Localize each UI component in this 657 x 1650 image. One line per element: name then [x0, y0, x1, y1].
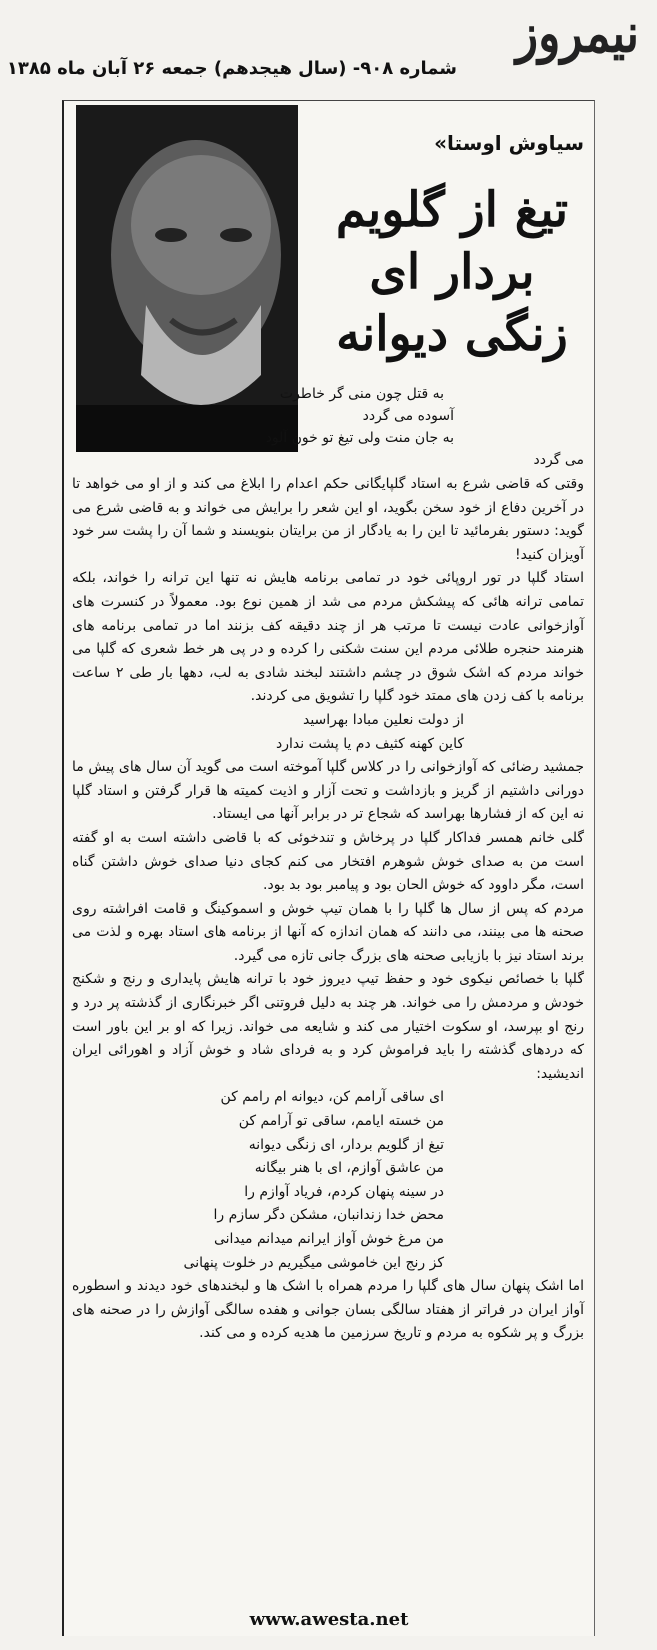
intro-line: به قتل چون منی گر خاطرت [279, 386, 444, 402]
paragraph: مردم که پس از سال ها گلپا را با همان تیپ خوش و اسموکینگ و قامت افراشته روی صحنه ها می بینند، می دانند که همان اندازه که آنها از برنامه های استاد بهره و لذت می برند استاد نیز با بازیابی صحنه های بزرگ جانی تازه می گیرد. [72, 900, 584, 964]
issue-line: شماره ۹۰۸- (سال هیجدهم) جمعه ۲۶ آبان ماه ۱۳۸۵ [6, 58, 457, 79]
byline: سیاوش اوستا» [434, 131, 584, 155]
poem-line: در سینه پنهان کردم، فریاد آوازم را [244, 1183, 444, 1200]
poem-line: من عاشق آوازم، ای با هنر بیگانه [254, 1160, 444, 1177]
headline: تیغ از گلویم بردار ای زنگی دیوانه [335, 182, 569, 362]
verse-line: از دولت نعلین مبادا بهراسید [302, 711, 464, 728]
poem-line: من خسته ایامم، ساقی تو آرامم کن [238, 1113, 444, 1130]
article-body [72, 473, 584, 1346]
paragraph: وقتی که قاضی شرع به استاد گلپایگانی حکم اعدام را ابلاغ می کند و از او می خواهد تا در آخرین دفاع از خود سخن بگوید، او این شعر را برایش می خواند و به قاضی شرع می گوید: دستور بفرمائید تا این را به یادگار از من برایتان بنویسند و شما آن را پشت سر خود آویزان کنید! [72, 476, 584, 563]
verse-line: کاین کهنه کثیف دم یا پشت ندارد [276, 735, 464, 752]
intro-verse [74, 383, 584, 471]
poem-line: من مرغ خوش آواز ایرانم میدانم میدانی [213, 1231, 444, 1247]
poem-line: ای ساقی آرامم کن، دیوانه ام رامم کن [220, 1089, 444, 1106]
intro-line: به جان منت ولی تیغ تو خون آلود [265, 430, 454, 446]
paragraph: استاد گلپا در تور اروپائی خود در تمامی برنامه هایش نه تنها این ترانه را خواند، بلکه تمامی ترانه هائی که پیشکش مردم می شد از همین نوع بود. معمولاً در کنسرت های آوازخوانی عادت نیست تا مرتب هر از چند دقیقه کف بزنند اما در تمامی برنامه های هنرمند حنجره طلائی مردم این سنت شکنی را کرده و در پی هر خط شعری که گلپا می خواند مردم که اشک شوق در چشم داشتند لبخند شادی به لب، دهها بار طی ۲ ساعت برنامه با کف زدن های ممتد خود گلپا را تشویق می کردند. [72, 570, 584, 705]
website-link[interactable]: www.awesta.net [249, 1609, 409, 1630]
article-clipping [62, 100, 595, 1636]
poem-line: محض خدا زندانبان، مشکن دگر سازم را [213, 1207, 444, 1224]
newspaper-logo: نیمروز [515, 2, 639, 65]
paragraph: گلی خانم همسر فداکار گلپا در پرخاش و تندخوئی که با قاضی داشته است به او گفته است من به صدای خوش شوهرم افتخار می کنم کجای دنیا صدای خوش داشتن گناه است، مگر داوود که خوش الحان بود و پیامبر بود بد بود. [72, 829, 584, 894]
poem-line: کز رنج این خاموشی میگیریم در خلوت پنهانی [183, 1254, 444, 1271]
masthead [0, 0, 657, 95]
closing-paragraph: اما اشک پنهان سال های گلپا را مردم همراه با اشک ها و لبخندهای خود دیدند و اسطوره آواز ایران در فراتر از هفتاد سالگی بسان جوانی و هفده سالگی آوازش را در صحنه های بزرگ و پر شکوه به مردم و تاریخ سرزمین ما هدیه کرده و می کند. [72, 1278, 584, 1342]
paragraph: جمشید رضائی که آوازخوانی را در کلاس گلپا آموخته است می گوید آن سال های پیش ما دورانی داشتیم از گریز و بازداشت و تحت آزار و اذیت کمیته ها قرار گرفتن و استاد گلپا نه این که از فشارها بهراسد که شجاع تر در برابر آنها می ایستاد. [72, 759, 584, 823]
paragraph: گلپا با خصائص نیکوی خود و حفظ تیپ دیروز خود با ترانه هایش پایداری و رنج و شکنج خودش و مردمش را می خواند. هر چند به دلیل فروتنی اگر خبرنگاری از گذشته پر درد و رنج او بپرسد، او سکوت اختیار می کند و شایعه می خواند. زیرا که او بر این باور است که دردهای گذشته را باید فراموش کرد و به فردای شاد و خوش آزاد و اهورائی ایران اندیشید: [72, 971, 584, 1082]
intro-line: آسوده می گردد [362, 408, 454, 424]
poem-line: تیغ از گلویم بردار، ای زنگی دیوانه [248, 1136, 444, 1153]
intro-line: می گردد [533, 452, 584, 468]
